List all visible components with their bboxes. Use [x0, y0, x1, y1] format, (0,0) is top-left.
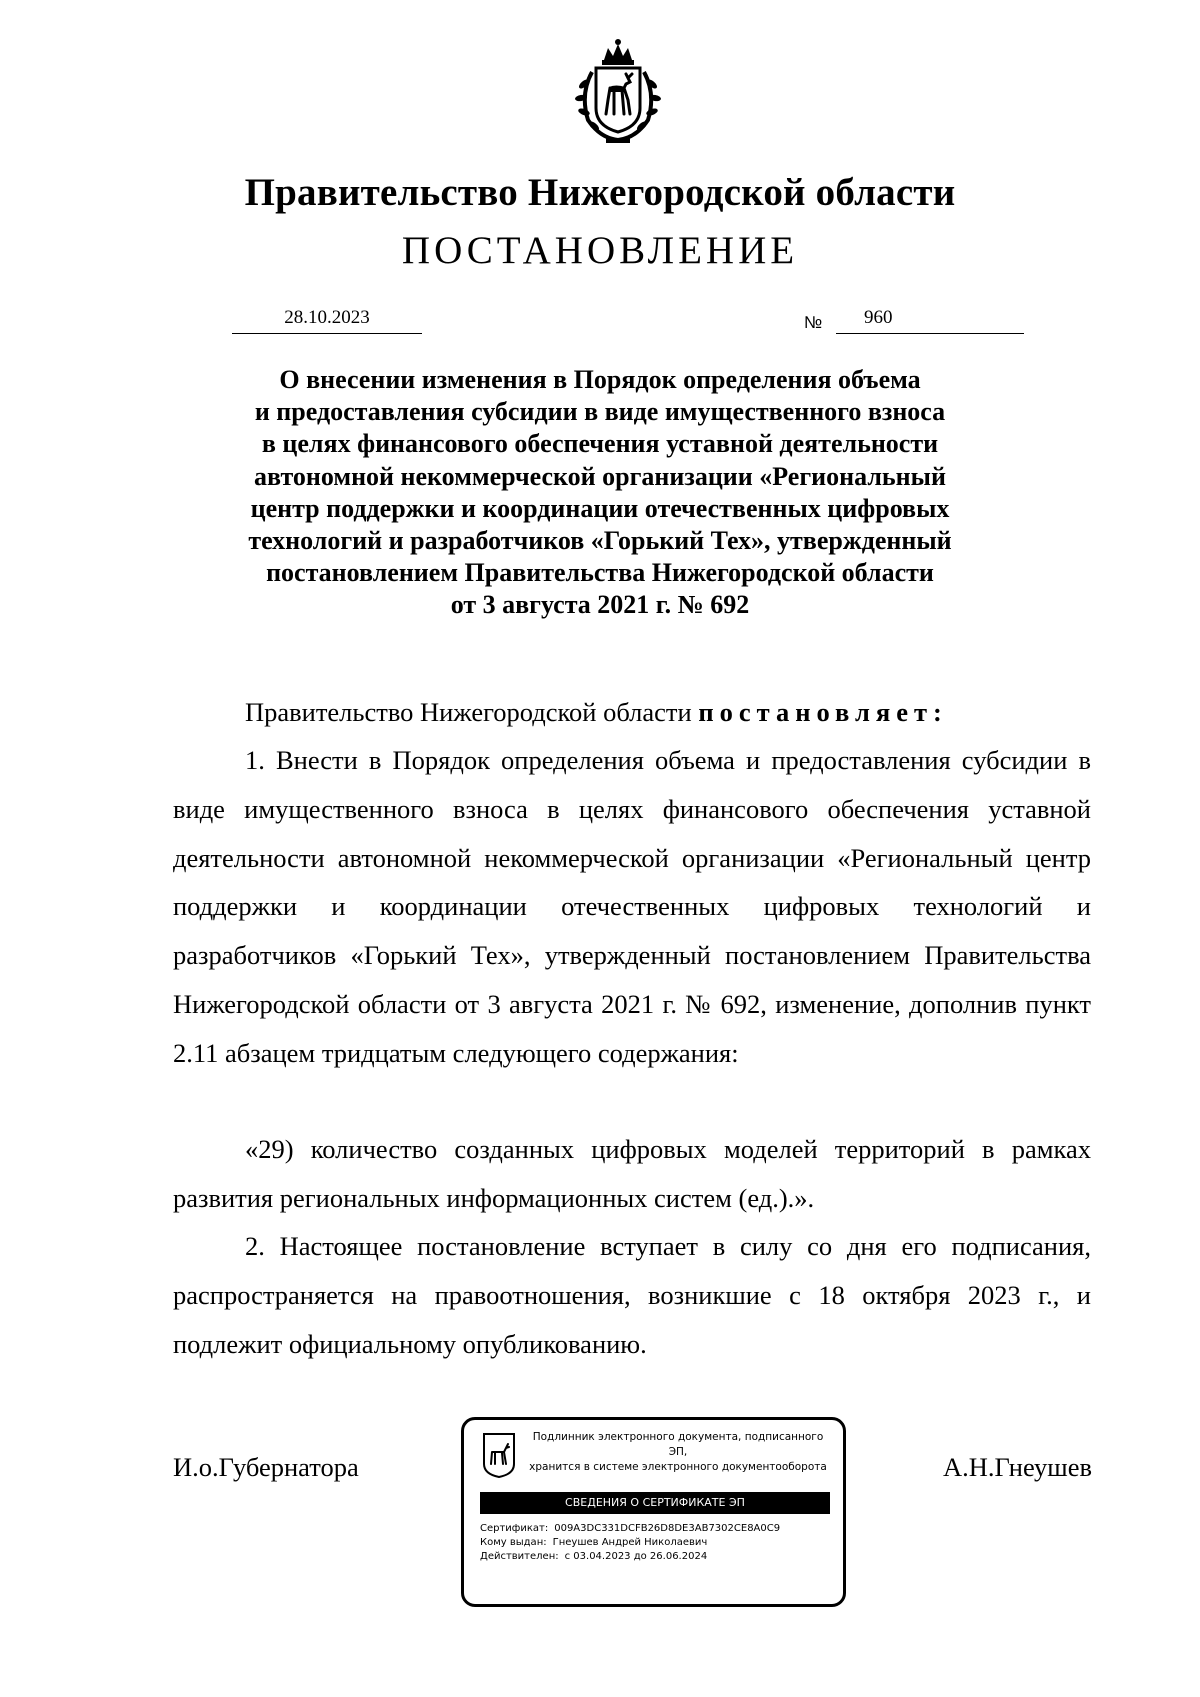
e-signature-stamp [461, 1417, 846, 1607]
document-number-field [836, 305, 1024, 334]
number-label: № [804, 313, 823, 332]
validity-value: с 03.04.2023 до 26.06.2024 [564, 1551, 708, 1562]
subject-line: от 3 августа 2021 г. № 692 [450, 590, 750, 620]
validity-label: Действителен: [480, 1551, 559, 1562]
certificate-value: 009A3DC331DCFB26D8DE3AB7302CE8A0C9 [554, 1523, 781, 1534]
government-title: Правительство Нижегородской области [244, 171, 956, 214]
subject-line: центр поддержки и координации отечественных цифровых [250, 493, 950, 523]
certificate-line [480, 1522, 840, 1536]
document-date: 28.10.2023 [232, 305, 422, 334]
signatory-position: И.о.Губернатора [173, 1452, 359, 1482]
certificate-info-bar: СВЕДЕНИЯ О СЕРТИФИКАТЕ ЭП [480, 1492, 830, 1514]
coat-of-arms-icon [566, 38, 670, 146]
stamp-header [522, 1430, 834, 1475]
resolution-intro [173, 688, 1091, 737]
certificate-label: Сертификат: [480, 1523, 549, 1534]
document-type: ПОСТАНОВЛЕНИЕ [401, 229, 799, 272]
stamp-header-line: Подлинник электронного документа, подписанного ЭП, [532, 1431, 824, 1458]
subject-line: технологий и разработчиков «Горький Тех», утвержденный [248, 526, 952, 556]
subject-line: в целях финансового обеспечения уставной деятельности [261, 429, 939, 459]
owner-value: Гнеушев Андрей Николаевич [552, 1537, 708, 1548]
subject-line: О внесении изменения в Порядок определения объема [279, 365, 921, 394]
validity-line [480, 1550, 840, 1564]
subject-line: постановлением Правительства Нижегородской области [266, 558, 934, 588]
subject-line: автономной некоммерческой организации «Региональный [254, 461, 946, 491]
intro-text: Правительство Нижегородской области [245, 697, 699, 727]
certificate-details [480, 1522, 840, 1564]
owner-line [480, 1536, 840, 1550]
stamp-header-line: хранится в системе электронного документооборота [529, 1461, 827, 1473]
owner-label: Кому выдан: [480, 1537, 547, 1548]
paragraph-quote: «29) количество созданных цифровых моделей территорий в рамках развития региональных информационных систем (ед.).». [173, 1134, 1091, 1213]
intro-verb: постановляет: [698, 697, 948, 727]
document-subject [160, 364, 1040, 622]
deer-emblem-icon [482, 1432, 516, 1478]
paragraph-2: 2. Настоящее постановление вступает в силу со дня его подписания, распространяется на правоотношения, возникшие с 18 октября 2023 г., и подлежит официальному опубликованию. [173, 1231, 1091, 1359]
subject-line: и предоставления субсидии в виде имущественного взноса [254, 397, 946, 427]
paragraph-1: 1. Внести в Порядок определения объема и предоставления субсидии в виде имущественного взноса в целях финансового обеспечения уставной деятельности автономной некоммерческой организации «Региональный центр поддержки и координации отечественных цифровых технологий и разработчиков «Горький Тех», утвержденный постановлением Правительства Нижегородской области от 3 августа 2021 г. № 692, изменение, дополнив пункт 2.11 абзацем тридцатым следующего содержания: [173, 745, 1091, 1068]
signatory-name: А.Н.Гнеушев [942, 1452, 1092, 1482]
document-number: 960 [864, 307, 893, 328]
